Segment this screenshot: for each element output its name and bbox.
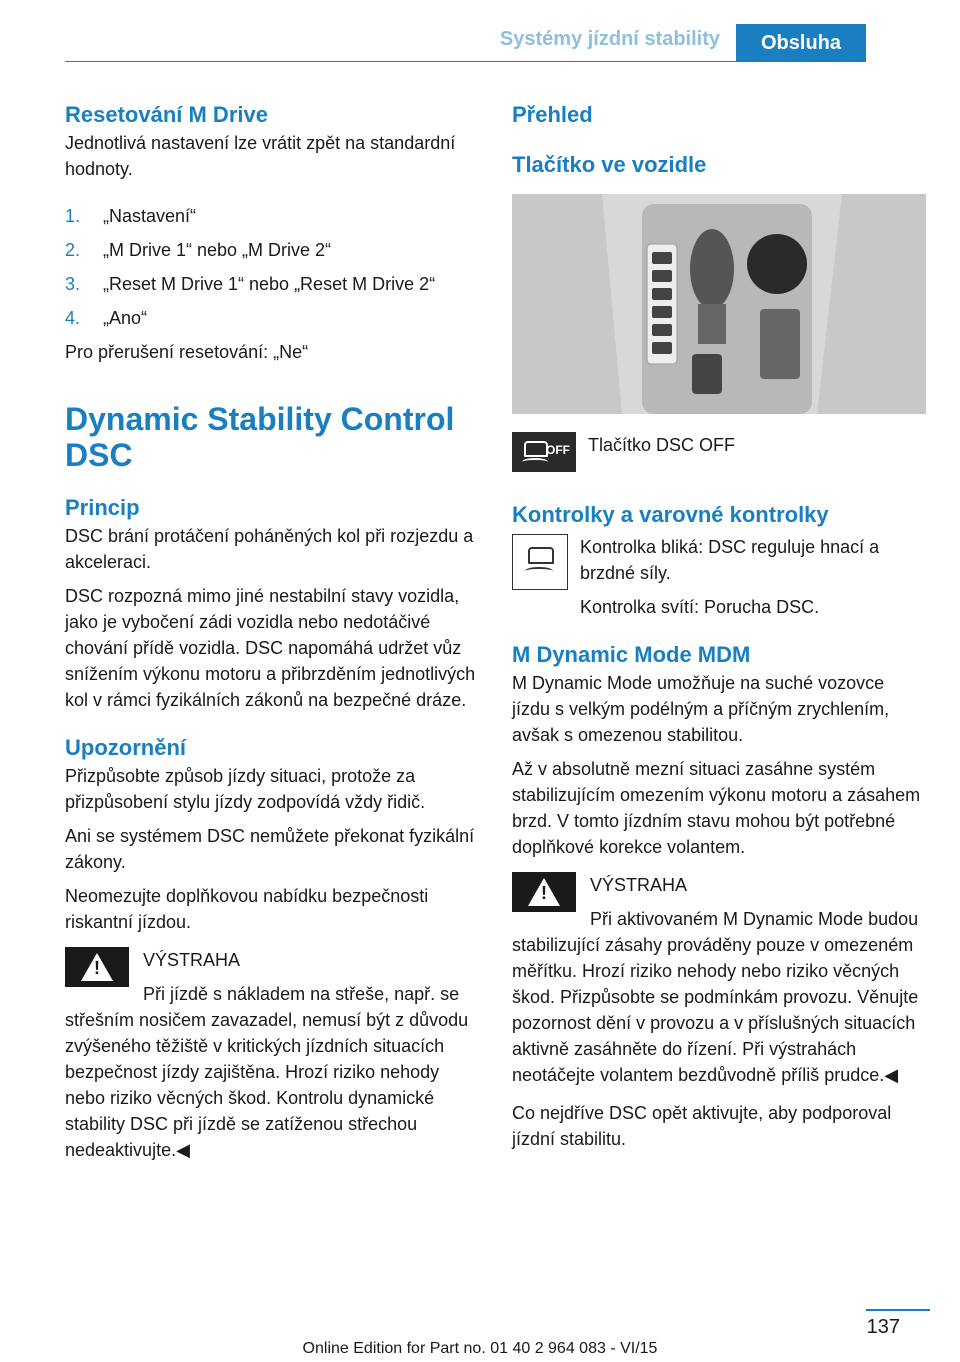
list-item [65,203,479,237]
warning-icon: ! [65,947,129,987]
step-number: 2. [65,240,81,260]
center-console-illustration [512,194,926,414]
step-number: 1. [65,206,81,226]
princip-p1: DSC brání protáčení poháněných kol při rozjezdu a akceleraci. [65,526,474,572]
warning-label: VÝSTRAHA [143,950,241,970]
list-item [65,237,479,271]
prehled-heading: Přehled [512,102,593,127]
step-number: 3. [65,274,81,294]
princip-p2: DSC rozpozná mimo jiné nestabilní stavy vozidla, jako je vybočení zádi vozidla nebo nedotáčivé chování přídě vozidla. DSC napomáhá udržet vůz snížením výkonu motoru a přibrzděním jednotlivých kol v rámci fyzikálních zákonů na bezpečné dráze. [65,586,476,710]
step-number: 4. [65,308,81,328]
indicator-blink-text: Kontrolka bliká: DSC reguluje hnací a brzdné síly. [580,537,880,583]
list-item [65,305,479,339]
warning-text: Při jízdě s nákladem na střeše, např. se střešním nosičem zavazadel, nemusí být z důvodu zvýšeného těžiště v kritických jízdních situacích bezpečnost jízdy zajištěna. Hrozí riziko nehody nebo riziko věcných škod. Kontrolu dynamické stability DSC při jízdě se zatíženou střechou nedeaktivujte.◀ [65,984,469,1160]
warning-text: Při aktivovaném M Dynamic Mode budou stabilizující zásahy prováděny pouze v omezeném měřítku. Hrozí riziko nehody nebo riziko věcných škod. Přizpůsobte se podmínkám provozu. Věnujte pozornost dění v provozu a v příslušných situacích aktivně zasáhněte do řízení. Při výstrahách neotáčejte volantem bezdůvodně příliš prudce.◀ [512,909,919,1085]
dsc-heading: Dynamic Stability Control DSC [65,401,455,473]
princip-heading: Princip [65,495,140,520]
warning-label: VÝSTRAHA [590,875,688,895]
indicators-heading: Kontrolky a varovné kontrolky [512,502,829,527]
reset-steps [65,203,479,339]
dsc-indicator-icon [512,534,568,590]
mdm-p1: M Dynamic Mode umožňuje na suché vozovce jízdu s velkým podélným a příčným zrychlením, avšak s omezenou stabilitou. [512,673,890,745]
upozorneni-p1: Přizpůsobte způsob jízdy situaci, protože za přizpůsobení stylu jízdy zodpovídá vždy řidič. [65,766,426,812]
center-console-photo [512,194,926,414]
dsc-off-row [512,432,926,472]
dsc-off-icon [512,432,576,472]
reset-heading: Resetování M Drive [65,102,268,127]
step-text: „Nastavení“ [103,206,197,226]
step-text: „Ano“ [103,308,148,328]
header-tab: Obsluha [736,24,866,62]
upozorneni-p3: Neomezujte doplňkovou nabídku bezpečnosti riskantní jízdou. [65,886,429,932]
upozorneni-heading: Upozornění [65,735,186,760]
footer-rule [866,1309,930,1311]
button-heading: Tlačítko ve vozidle [512,152,707,177]
reset-cancel: Pro přerušení resetování: „Ne“ [65,342,309,362]
header-section-title: Systémy jízdní stability [499,28,720,50]
indicator-lit-text: Kontrolka svítí: Porucha DSC. [580,597,820,617]
left-column [65,100,479,1163]
page-number: 137 [866,1316,900,1338]
footer-edition: Online Edition for Part no. 01 40 2 964 083 - VI/15 [302,1340,658,1357]
right-column [512,100,926,1152]
list-item [65,271,479,305]
dsc-off-caption: Tlačítko DSC OFF [588,435,736,455]
mdm-heading: M Dynamic Mode MDM [512,642,751,667]
warning-block-mdm [512,872,926,1088]
step-text: „Reset M Drive 1“ nebo „Reset M Drive 2“ [103,274,436,294]
mdm-p2: Až v absolutně mezní situaci zasáhne systém stabilizujícím omezením výkonu motoru a zásahem brzd. V tomto jízdním stavu mohou být potřebné doplňkové korekce volantem. [512,759,921,857]
upozorneni-p2: Ani se systémem DSC nemůžete překonat fyzikální zákony. [65,826,475,872]
closing-text: Co nejdříve DSC opět aktivujte, aby podporoval jízdní stabilitu. [512,1103,892,1149]
warning-icon: ! [512,872,576,912]
step-text: „M Drive 1“ nebo „M Drive 2“ [103,240,332,260]
dsc-off-icon-label: OFF [546,443,570,457]
warning-block [65,947,479,1163]
reset-intro: Jednotlivá nastavení lze vrátit zpět na standardní hodnoty. [65,133,456,179]
indicator-row [512,534,926,620]
header-rule [65,61,736,62]
